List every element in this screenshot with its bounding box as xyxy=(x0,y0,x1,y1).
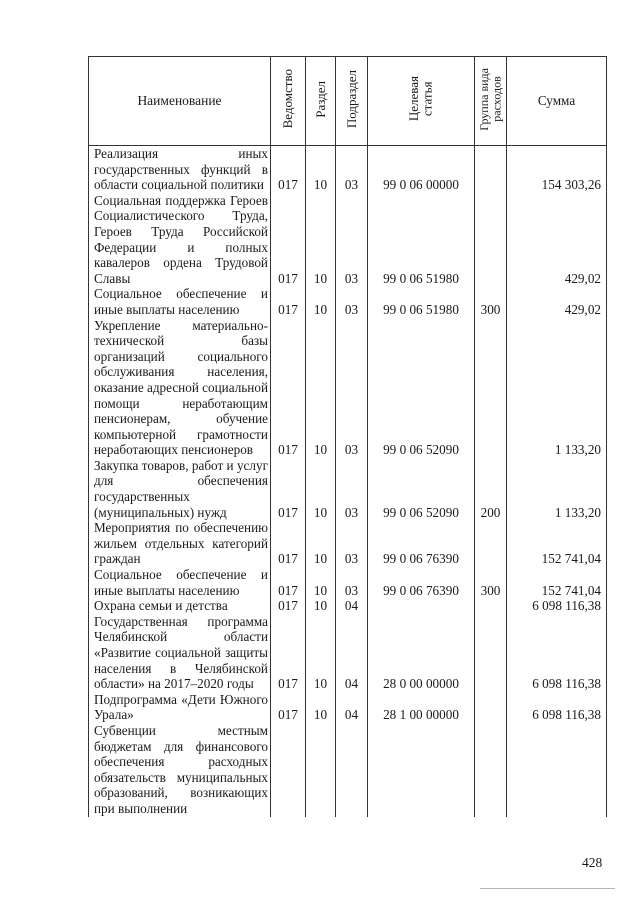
header-name: Наименование xyxy=(89,57,271,146)
row-summa: 152 741,04 xyxy=(507,520,607,567)
table-row xyxy=(89,146,607,193)
row-name: Социальная поддержка Героев Социалистического Труда, Героев Труда Российской Федерации и полных кавалеров ордена Трудовой Славы xyxy=(89,193,271,287)
row-razdel: 10 xyxy=(306,614,336,692)
header-razdel xyxy=(306,57,336,146)
row-name: Реализация иных государственных функций в области социальной политики xyxy=(89,146,271,193)
row-podrazdel: 04 xyxy=(336,692,368,723)
header-celevaya xyxy=(368,57,475,146)
row-celevaya xyxy=(368,598,475,614)
row-summa: 152 741,04 xyxy=(507,567,607,598)
row-name: Субвенции местным бюджетам для финансового обеспечения расходных обязательств муниципальных образований, возникающих при выполнении xyxy=(89,723,271,817)
row-razdel: 10 xyxy=(306,567,336,598)
row-vedomstvo: 017 xyxy=(271,318,306,458)
row-razdel: 10 xyxy=(306,146,336,193)
row-gruppa: 200 xyxy=(475,458,507,520)
row-name: Подпрограмма «Дети Южного Урала» xyxy=(89,692,271,723)
table-header-row xyxy=(89,57,607,146)
row-vedomstvo: 017 xyxy=(271,692,306,723)
row-name: Социальное обеспечение и иные выплаты населению xyxy=(89,286,271,317)
header-gruppa xyxy=(475,57,507,146)
row-name: Мероприятия по обеспечению жильем отдельных категорий граждан xyxy=(89,520,271,567)
row-gruppa xyxy=(475,318,507,458)
row-vedomstvo: 017 xyxy=(271,598,306,614)
budget-table xyxy=(88,56,607,817)
row-gruppa xyxy=(475,692,507,723)
row-celevaya: 99 0 06 00000 xyxy=(368,146,475,193)
row-celevaya: 99 0 06 51980 xyxy=(368,286,475,317)
row-vedomstvo: 017 xyxy=(271,520,306,567)
row-vedomstvo: 017 xyxy=(271,614,306,692)
row-celevaya: 28 1 00 00000 xyxy=(368,692,475,723)
row-razdel: 10 xyxy=(306,598,336,614)
row-gruppa xyxy=(475,520,507,567)
header-gruppa-line1: Группа вида xyxy=(476,67,491,131)
row-gruppa: 300 xyxy=(475,567,507,598)
row-razdel: 10 xyxy=(306,520,336,567)
row-gruppa xyxy=(475,146,507,193)
row-razdel: 10 xyxy=(306,458,336,520)
row-vedomstvo: 017 xyxy=(271,286,306,317)
row-summa: 6 098 116,38 xyxy=(507,614,607,692)
row-summa: 429,02 xyxy=(507,193,607,287)
row-name: Укрепление материально-технической базы организаций социального обслуживания населения, оказание адресной социальной помощи неработающим пенсионерам, обучение компьютерной грамотности неработающих пенсионеров xyxy=(89,318,271,458)
row-name: Закупка товаров, работ и услуг для обеспечения государственных (муниципальных) нужд xyxy=(89,458,271,520)
row-razdel: 10 xyxy=(306,193,336,287)
table-row xyxy=(89,598,607,614)
header-gruppa-label xyxy=(478,68,503,131)
row-celevaya: 99 0 06 76390 xyxy=(368,567,475,598)
header-celevaya-label xyxy=(407,76,434,121)
row-summa: 1 133,20 xyxy=(507,318,607,458)
row-celevaya: 99 0 06 76390 xyxy=(368,520,475,567)
row-summa xyxy=(507,723,607,817)
row-celevaya xyxy=(368,723,475,817)
row-vedomstvo: 017 xyxy=(271,458,306,520)
row-podrazdel: 04 xyxy=(336,614,368,692)
table-row xyxy=(89,458,607,520)
row-summa: 1 133,20 xyxy=(507,458,607,520)
row-podrazdel: 03 xyxy=(336,520,368,567)
row-podrazdel xyxy=(336,723,368,817)
table-row xyxy=(89,520,607,567)
header-podrazdel xyxy=(336,57,368,146)
row-razdel xyxy=(306,723,336,817)
row-podrazdel: 03 xyxy=(336,286,368,317)
row-podrazdel: 03 xyxy=(336,458,368,520)
table-row xyxy=(89,692,607,723)
row-name: Социальное обеспечение и иные выплаты населению xyxy=(89,567,271,598)
header-podrazdel-label: Подраздел xyxy=(343,69,359,129)
table-row xyxy=(89,286,607,317)
table-row xyxy=(89,614,607,692)
header-vedomstvo xyxy=(271,57,306,146)
row-summa: 6 098 116,38 xyxy=(507,598,607,614)
row-vedomstvo: 017 xyxy=(271,567,306,598)
row-razdel: 10 xyxy=(306,318,336,458)
table-body xyxy=(89,146,607,817)
table-row xyxy=(89,723,607,817)
row-celevaya: 99 0 06 51980 xyxy=(368,193,475,287)
header-celevaya-line2: статья xyxy=(420,81,435,117)
row-gruppa xyxy=(475,193,507,287)
row-vedomstvo: 017 xyxy=(271,146,306,193)
row-celevaya: 99 0 06 52090 xyxy=(368,458,475,520)
header-celevaya-line1: Целевая xyxy=(406,76,422,122)
table-row xyxy=(89,318,607,458)
row-razdel: 10 xyxy=(306,286,336,317)
row-name: Государственная программа Челябинской области «Развитие социальной защиты населения в Челябинской области» на 2017–2020 годы xyxy=(89,614,271,692)
row-gruppa xyxy=(475,614,507,692)
row-podrazdel: 03 xyxy=(336,318,368,458)
header-vedomstvo-label: Ведомство xyxy=(280,69,296,129)
header-gruppa-line2: расходов xyxy=(489,76,504,122)
row-celevaya: 99 0 06 52090 xyxy=(368,318,475,458)
row-summa: 6 098 116,38 xyxy=(507,692,607,723)
table-row xyxy=(89,567,607,598)
row-gruppa xyxy=(475,598,507,614)
row-podrazdel: 03 xyxy=(336,193,368,287)
row-name: Охрана семьи и детства xyxy=(89,598,271,614)
row-gruppa xyxy=(475,723,507,817)
header-razdel-label: Раздел xyxy=(312,80,328,118)
header-summa: Сумма xyxy=(507,57,607,146)
row-vedomstvo: 017 xyxy=(271,193,306,287)
row-summa: 429,02 xyxy=(507,286,607,317)
row-podrazdel: 03 xyxy=(336,146,368,193)
row-podrazdel: 03 xyxy=(336,567,368,598)
row-podrazdel: 04 xyxy=(336,598,368,614)
table-row xyxy=(89,193,607,287)
bottom-rule xyxy=(480,888,615,889)
row-razdel: 10 xyxy=(306,692,336,723)
row-gruppa: 300 xyxy=(475,286,507,317)
row-celevaya: 28 0 00 00000 xyxy=(368,614,475,692)
row-vedomstvo xyxy=(271,723,306,817)
row-summa: 154 303,26 xyxy=(507,146,607,193)
page-number: 428 xyxy=(582,855,603,870)
